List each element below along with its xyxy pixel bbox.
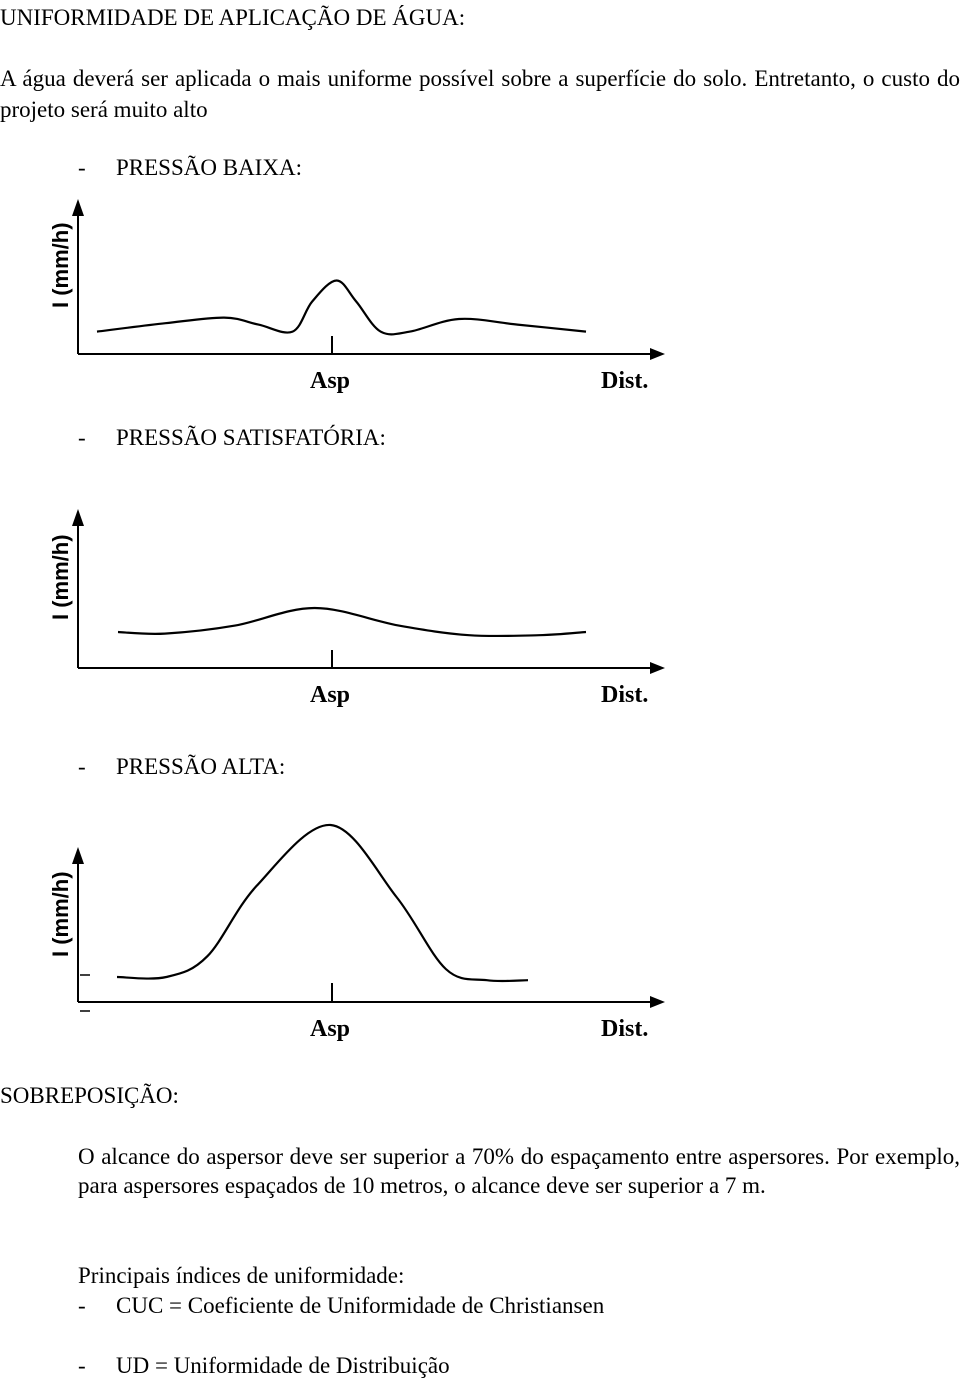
page-title: UNIFORMIDADE DE APLICAÇÃO DE ÁGUA: [0,5,466,30]
intensity-curve [117,825,528,981]
figure-satisfactory-pressure [0,500,700,715]
section-high-pressure-label [78,752,285,782]
asp-label: Asp [310,1016,351,1042]
figure-high-pressure [0,815,700,1050]
y-axis-label: I (mm/h) [48,871,73,957]
section-label-text: PRESSÃO ALTA: [116,754,286,779]
y-axis [72,199,84,354]
indices-heading: Principais índices de uniformidade: [78,1263,405,1288]
figure-low-pressure [0,190,700,405]
list-dash: - [78,754,86,779]
intro-paragraph: A água deverá ser aplicada o mais uniforme possível sobre a superfície do solo. Entretanto, o custo do projeto será muito alto [0,66,960,122]
y-axis [72,847,84,1002]
chart-high-pressure [0,815,700,1050]
x-axis [78,996,665,1008]
section-label-text: PRESSÃO SATISFATÓRIA: [116,425,386,450]
y-axis-label: I (mm/h) [48,222,73,308]
list-dash: - [78,425,86,450]
y-axis [72,509,84,668]
section-low-pressure-label [78,153,302,183]
section-label-text: PRESSÃO BAIXA: [116,155,302,180]
x-axis [78,662,665,674]
y-axis-label: I (mm/h) [48,534,73,620]
list-dash: - [78,155,86,180]
index-item-cuc [78,1291,604,1321]
x-axis-arrow-icon [650,996,665,1008]
chart-low-pressure [0,190,700,405]
list-dash: - [78,1293,86,1318]
x-axis-arrow-icon [650,662,665,674]
list-dash: - [78,1353,86,1378]
overlap-heading: SOBREPOSIÇÃO: [0,1083,179,1108]
asp-label: Asp [310,682,351,708]
dist-label: Dist. [601,1016,649,1042]
section-satisfactory-pressure-label [78,423,386,453]
y-axis-arrow-icon [72,847,84,864]
x-axis-arrow-icon [650,348,665,360]
asp-label: Asp [310,368,351,394]
dist-label: Dist. [601,368,649,394]
y-axis-arrow-icon [72,509,84,526]
y-axis-arrow-icon [72,199,84,216]
overlap-paragraph: O alcance do aspersor deve ser superior a 70% do espaçamento entre aspersores. Por exemplo, para aspersores espaçados de 10 metros, o alcance deve ser superior a 7 m. [78,1144,960,1198]
intensity-curve [97,281,586,335]
index-item-text: UD = Uniformidade de Distribuição [116,1353,450,1378]
index-item-text: CUC = Coeficiente de Uniformidade de Christiansen [116,1293,605,1318]
x-axis [78,348,665,360]
intensity-curve [118,608,586,636]
index-item-ud [78,1351,450,1381]
dist-label: Dist. [601,682,649,708]
chart-satisfactory-pressure [0,500,700,715]
